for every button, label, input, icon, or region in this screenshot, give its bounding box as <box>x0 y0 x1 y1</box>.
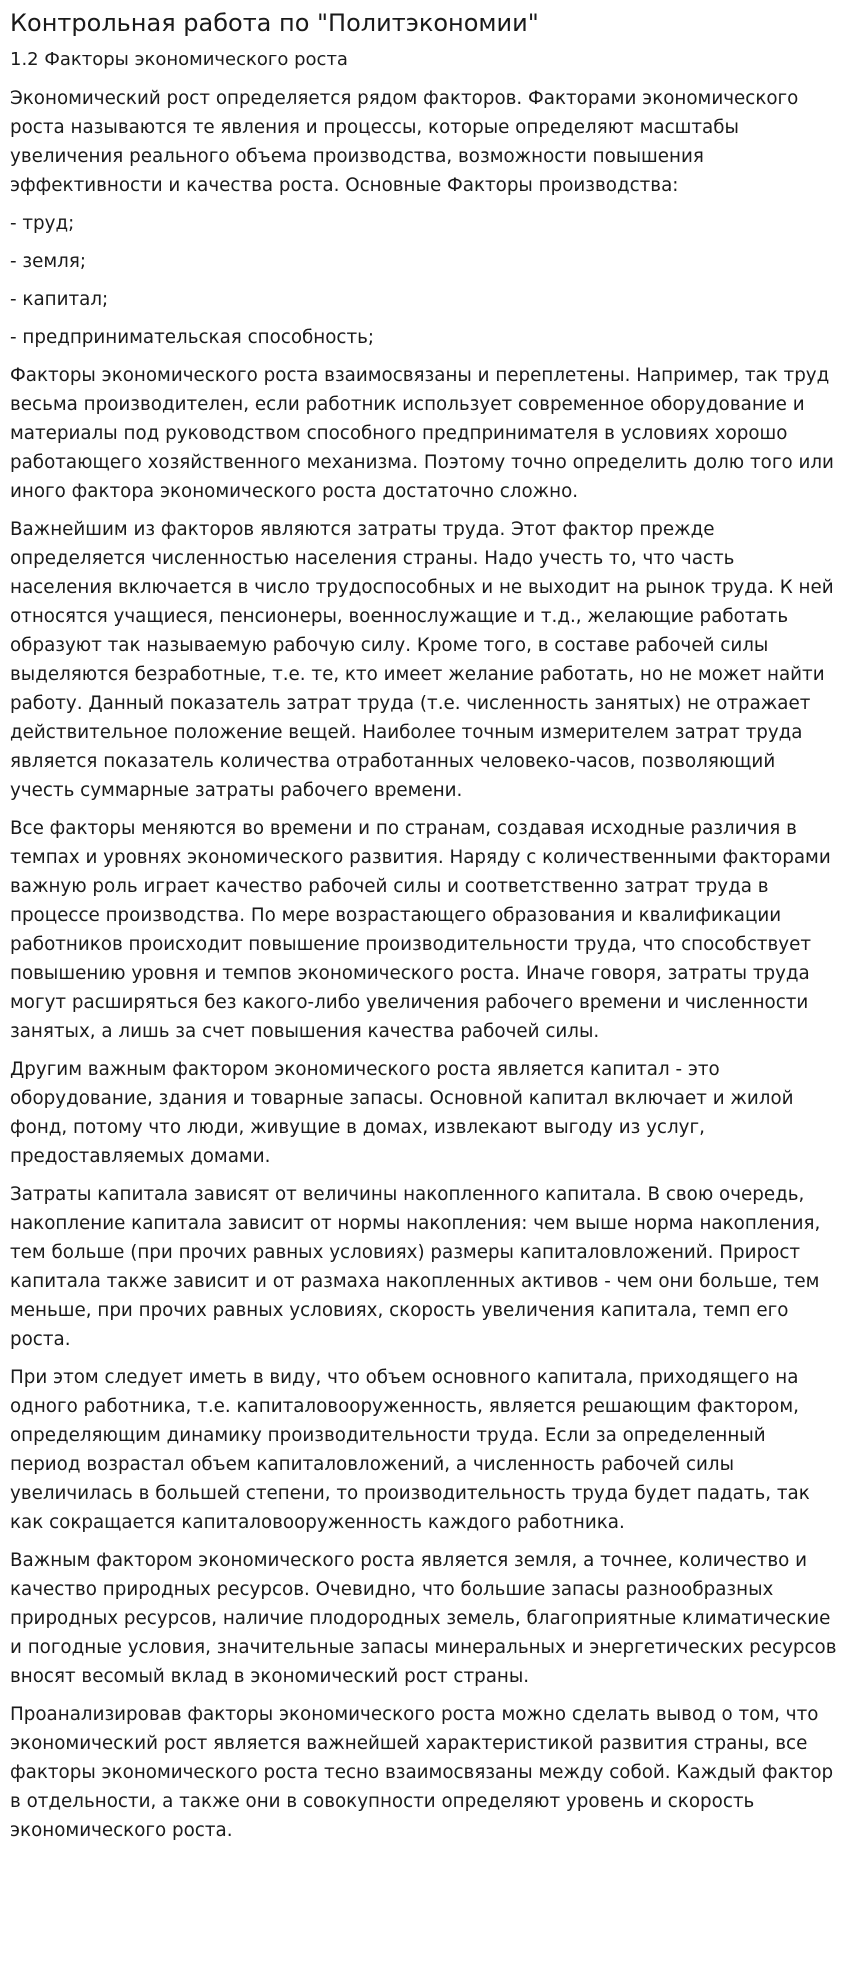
paragraph-capital: Другим важным фактором экономического роста является капитал - это оборудование, здания и товарные запасы. Основной капитал включает и жилой фонд, потому что люди, живущие в домах, извлекают выгоду из услуг, предоставляемых домами. <box>10 1059 794 1167</box>
paragraph-capital-costs: Затраты капитала зависят от величины накопленного капитала. В свою очередь, накопление капитала зависит от нормы накопления: чем выше норма накопления, тем больше (при прочих равных условиях) размеры капиталовложений. Прирост капитала также зависит и от размаха накопленных активов - чем они больше, тем меньше, при прочих равных условиях, скорость увеличения капитала, темп его роста. <box>10 1184 821 1350</box>
paragraph-labor-quality: Все факторы меняются во времени и по странам, создавая исходные различия в темпах и уровнях экономического развития. Наряду с количественными факторами важную роль играет качество рабочей силы и соответственно затрат труда в процессе производства. По мере возрастающего образования и квалификации работников происходит повышение производительности труда, что способствует повышению уровня и темпов экономического роста. Иначе говоря, затраты труда могут расширяться без какого-либо увеличения рабочего времени и численности занятых, а лишь за счет повышения качества рабочей силы. <box>10 818 831 1042</box>
list-item-capital: - капитал; <box>10 289 109 310</box>
paragraph-land: Важным фактором экономического роста является земля, а точнее, количество и качество природных ресурсов. Очевидно, что большие запасы разнообразных природных ресурсов, наличие плодородных земель, благоприятные климатические и погодные условия, значительные запасы минеральных и энергетических ресурсов вносят весомый вклад в экономический рост страны. <box>10 1550 837 1687</box>
paragraph-intro: Экономический рост определяется рядом факторов. Факторами экономического роста называются те явления и процессы, которые определяют масштабы увеличения реального объема производства, возможности повышения эффективности и качества роста. Основные Факторы производства: <box>10 88 799 196</box>
list-item-land: - земля; <box>10 251 87 272</box>
paragraph-conclusion: Проанализировав факторы экономического роста можно сделать вывод о том, что экономический рост является важнейшей характеристикой развития страны, все факторы экономического роста тесно взаимосвязаны между собой. Каждый фактор в отдельности, а также они в совокупности определяют уровень и скорость экономического роста. <box>10 1704 834 1841</box>
paragraph-labor-costs: Важнейшим из факторов являются затраты труда. Этот фактор прежде определяется численностью населения страны. Надо учесть то, что часть населения включается в число трудоспособных и не выходит на рынок труда. К ней относятся учащиеся, пенсионеры, военнослужащие и т.д., желающие работать образуют так называемую рабочую силу. Кроме того, в составе рабочей силы выделяются безработные, т.е. те, кто имеет желание работать, но не может найти работу. Данный показатель затрат труда (т.е. численность занятых) не отражает действительное положение вещей. Наиболее точным измерителем затрат труда является показатель количества отработанных человеко-часов, позволяющий учесть суммарные затраты рабочего времени. <box>10 519 834 801</box>
paragraph-capital-ratio: При этом следует иметь в виду, что объем основного капитала, приходящего на одного работника, т.е. капиталовооруженность, является решающим фактором, определяющим динамику производительности труда. Если за определенный период возрастал объем капиталовложений, а численность рабочей силы увеличилась в большей степени, то производительность труда будет падать, так как сокращается капиталовооруженность каждого работника. <box>10 1367 810 1533</box>
list-item-entrepreneurship: - предпринимательская способность; <box>10 327 375 348</box>
document-title: Контрольная работа по "Политэкономии" <box>10 9 539 37</box>
section-title: 1.2 Факторы экономического роста <box>10 49 348 70</box>
list-item-labor: - труд; <box>10 213 75 234</box>
paragraph-interrelation: Факторы экономического роста взаимосвязаны и переплетены. Например, так труд весьма производителен, если работник использует современное оборудование и материалы под руководством способного предпринимателя в условиях хорошо работающего хозяйственного механизма. Поэтому точно определить долю того или иного фактора экономического роста достаточно сложно. <box>10 365 834 502</box>
